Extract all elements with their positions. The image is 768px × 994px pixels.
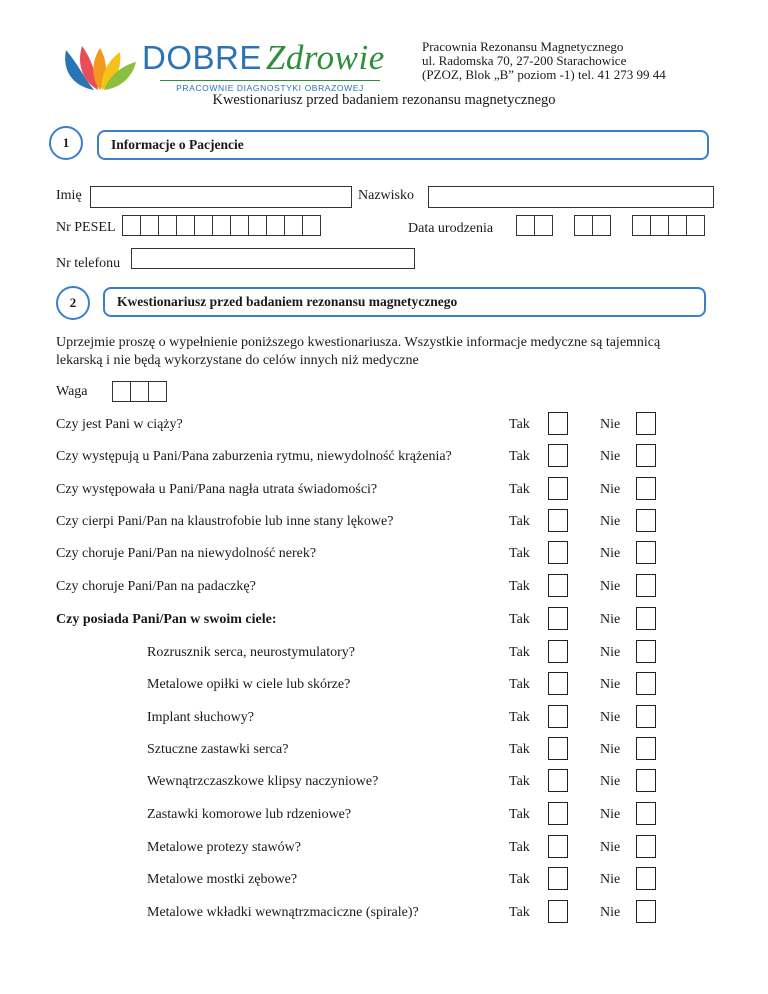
weight-digit-box[interactable] (112, 381, 131, 402)
pesel-digit-box[interactable] (158, 215, 177, 236)
yes-label: Tak (509, 872, 530, 887)
subquestion-metal-filings: Metalowe opiłki w ciele lub skórze? (147, 677, 351, 692)
weight-digit-box[interactable] (130, 381, 149, 402)
question-claustrophobia: Czy cierpi Pani/Pan na klaustrofobie lub inne stany lękowe? (56, 514, 394, 529)
yes-checkbox[interactable] (548, 412, 568, 435)
dob-month-field[interactable] (575, 215, 611, 236)
yes-checkbox[interactable] (548, 769, 568, 792)
logo-leaves-icon (60, 44, 140, 94)
no-label: Nie (600, 645, 621, 660)
yes-checkbox[interactable] (548, 607, 568, 630)
first-name-field[interactable] (90, 186, 352, 208)
yes-label: Tak (509, 417, 530, 432)
yes-label: Tak (509, 677, 530, 692)
subquestion-vascular-clips: Wewnątrzczaszkowe klipsy naczyniowe? (147, 774, 379, 789)
clinic-info (422, 40, 666, 82)
no-label: Nie (600, 612, 621, 627)
yes-label: Tak (509, 905, 530, 920)
no-checkbox[interactable] (636, 802, 656, 825)
no-label: Nie (600, 579, 621, 594)
pesel-digit-box[interactable] (194, 215, 213, 236)
no-label: Nie (600, 807, 621, 822)
yes-label: Tak (509, 546, 530, 561)
yes-checkbox[interactable] (548, 867, 568, 890)
pesel-field[interactable] (123, 215, 321, 236)
clinic-contact: (PZOZ, Blok „B” poziom -1) tel. 41 273 99 44 (422, 67, 666, 82)
yes-label: Tak (509, 710, 530, 725)
yes-label: Tak (509, 840, 530, 855)
dob-digit-box[interactable] (632, 215, 651, 236)
no-label: Nie (600, 872, 621, 887)
no-checkbox[interactable] (636, 607, 656, 630)
dob-label: Data urodzenia (408, 221, 494, 236)
dob-digit-box[interactable] (650, 215, 669, 236)
pesel-digit-box[interactable] (266, 215, 285, 236)
pesel-digit-box[interactable] (230, 215, 249, 236)
yes-label: Tak (509, 807, 530, 822)
yes-checkbox[interactable] (548, 705, 568, 728)
dob-digit-box[interactable] (668, 215, 687, 236)
dob-day-field[interactable] (517, 215, 553, 236)
question-kidney-failure: Czy choruje Pani/Pan na niewydolność nerek? (56, 546, 317, 561)
no-checkbox[interactable] (636, 477, 656, 500)
no-checkbox[interactable] (636, 737, 656, 760)
no-checkbox[interactable] (636, 509, 656, 532)
question-epilepsy: Czy choruje Pani/Pan na padaczkę? (56, 579, 256, 594)
no-checkbox[interactable] (636, 672, 656, 695)
no-checkbox[interactable] (636, 705, 656, 728)
subquestion-shunt-valves: Zastawki komorowe lub rdzeniowe? (147, 807, 352, 822)
no-checkbox[interactable] (636, 444, 656, 467)
no-label: Nie (600, 774, 621, 789)
pesel-digit-box[interactable] (248, 215, 267, 236)
no-checkbox[interactable] (636, 412, 656, 435)
yes-checkbox[interactable] (548, 802, 568, 825)
question-pregnancy: Czy jest Pani w ciąży? (56, 417, 183, 432)
yes-label: Tak (509, 612, 530, 627)
yes-checkbox[interactable] (548, 672, 568, 695)
no-label: Nie (600, 710, 621, 725)
logo-script-text: Zdrowie (265, 38, 385, 77)
dob-digit-box[interactable] (592, 215, 611, 236)
no-checkbox[interactable] (636, 867, 656, 890)
yes-label: Tak (509, 774, 530, 789)
dob-year-field[interactable] (633, 215, 705, 236)
last-name-label: Nazwisko (358, 188, 414, 203)
section-2-number: 2 (56, 286, 90, 320)
yes-label: Tak (509, 742, 530, 757)
dob-digit-box[interactable] (516, 215, 535, 236)
yes-label: Tak (509, 482, 530, 497)
yes-label: Tak (509, 579, 530, 594)
yes-checkbox[interactable] (548, 640, 568, 663)
subquestion-iud: Metalowe wkładki wewnątrzmaciczne (spirale)? (147, 905, 419, 920)
phone-label: Nr telefonu (56, 256, 121, 271)
yes-label: Tak (509, 645, 530, 660)
yes-checkbox[interactable] (548, 509, 568, 532)
no-label: Nie (600, 677, 621, 692)
no-label: Nie (600, 449, 621, 464)
subquestion-heart-valves: Sztuczne zastawki serca? (147, 742, 289, 757)
section-1-number: 1 (49, 126, 83, 160)
dob-digit-box[interactable] (534, 215, 553, 236)
no-label: Nie (600, 905, 621, 920)
no-checkbox[interactable] (636, 640, 656, 663)
logo-main-text: DOBRE (142, 39, 262, 76)
pesel-digit-box[interactable] (284, 215, 303, 236)
yes-checkbox[interactable] (548, 477, 568, 500)
pesel-digit-box[interactable] (122, 215, 141, 236)
no-label: Nie (600, 514, 621, 529)
no-checkbox[interactable] (636, 541, 656, 564)
logo-subtitle: PRACOWNIE DIAGNOSTYKI OBRAZOWEJ (160, 80, 380, 93)
pesel-digit-box[interactable] (140, 215, 159, 236)
clinic-address: ul. Radomska 70, 27-200 Starachowice (422, 53, 627, 68)
pesel-digit-box[interactable] (176, 215, 195, 236)
yes-checkbox[interactable] (548, 737, 568, 760)
no-label: Nie (600, 482, 621, 497)
no-checkbox[interactable] (636, 769, 656, 792)
dob-digit-box[interactable] (686, 215, 705, 236)
no-label: Nie (600, 546, 621, 561)
logo-wordmark (142, 40, 385, 75)
question-implants-header: Czy posiada Pani/Pan w swoim ciele: (56, 612, 277, 627)
clinic-name: Pracownia Rezonansu Magnetycznego (422, 39, 624, 54)
section-2-title: Kwestionariusz przed badaniem rezonansu magnetycznego (103, 287, 706, 317)
yes-checkbox[interactable] (548, 574, 568, 597)
pesel-digit-box[interactable] (212, 215, 231, 236)
weight-digit-box[interactable] (148, 381, 167, 402)
yes-checkbox[interactable] (548, 835, 568, 858)
question-loss-of-consciousness: Czy występowała u Pani/Pana nagła utrata świadomości? (56, 482, 378, 497)
subquestion-dental-bridges: Metalowe mostki zębowe? (147, 872, 298, 887)
yes-checkbox[interactable] (548, 900, 568, 923)
yes-checkbox[interactable] (548, 541, 568, 564)
subquestion-hearing-implant: Implant słuchowy? (147, 710, 254, 725)
last-name-field[interactable] (428, 186, 714, 208)
yes-label: Tak (509, 514, 530, 529)
pesel-digit-box[interactable] (302, 215, 321, 236)
no-checkbox[interactable] (636, 900, 656, 923)
phone-field[interactable] (131, 248, 415, 269)
question-arrhythmia: Czy występują u Pani/Pana zaburzenia rytmu, niewydolność krążenia? (56, 449, 452, 464)
intro-text: Uprzejmie proszę o wypełnienie poniższego kwestionariusza. Wszystkie informacje medyczne są tajemnicą lekarską i nie będą wykorzystane do celów innych niż medyczne (56, 335, 661, 368)
pesel-label: Nr PESEL (56, 220, 116, 235)
first-name-label: Imię (56, 188, 82, 203)
weight-label: Waga (56, 384, 88, 399)
form-title: Kwestionariusz przed badaniem rezonansu magnetycznego (212, 92, 556, 108)
no-checkbox[interactable] (636, 574, 656, 597)
no-checkbox[interactable] (636, 835, 656, 858)
yes-checkbox[interactable] (548, 444, 568, 467)
dob-digit-box[interactable] (574, 215, 593, 236)
no-label: Nie (600, 742, 621, 757)
section-1-title: Informacje o Pacjencie (97, 130, 709, 160)
weight-field[interactable] (113, 381, 167, 402)
no-label: Nie (600, 417, 621, 432)
yes-label: Tak (509, 449, 530, 464)
subquestion-pacemaker: Rozrusznik serca, neurostymulatory? (147, 645, 355, 660)
subquestion-joint-prostheses: Metalowe protezy stawów? (147, 840, 301, 855)
no-label: Nie (600, 840, 621, 855)
